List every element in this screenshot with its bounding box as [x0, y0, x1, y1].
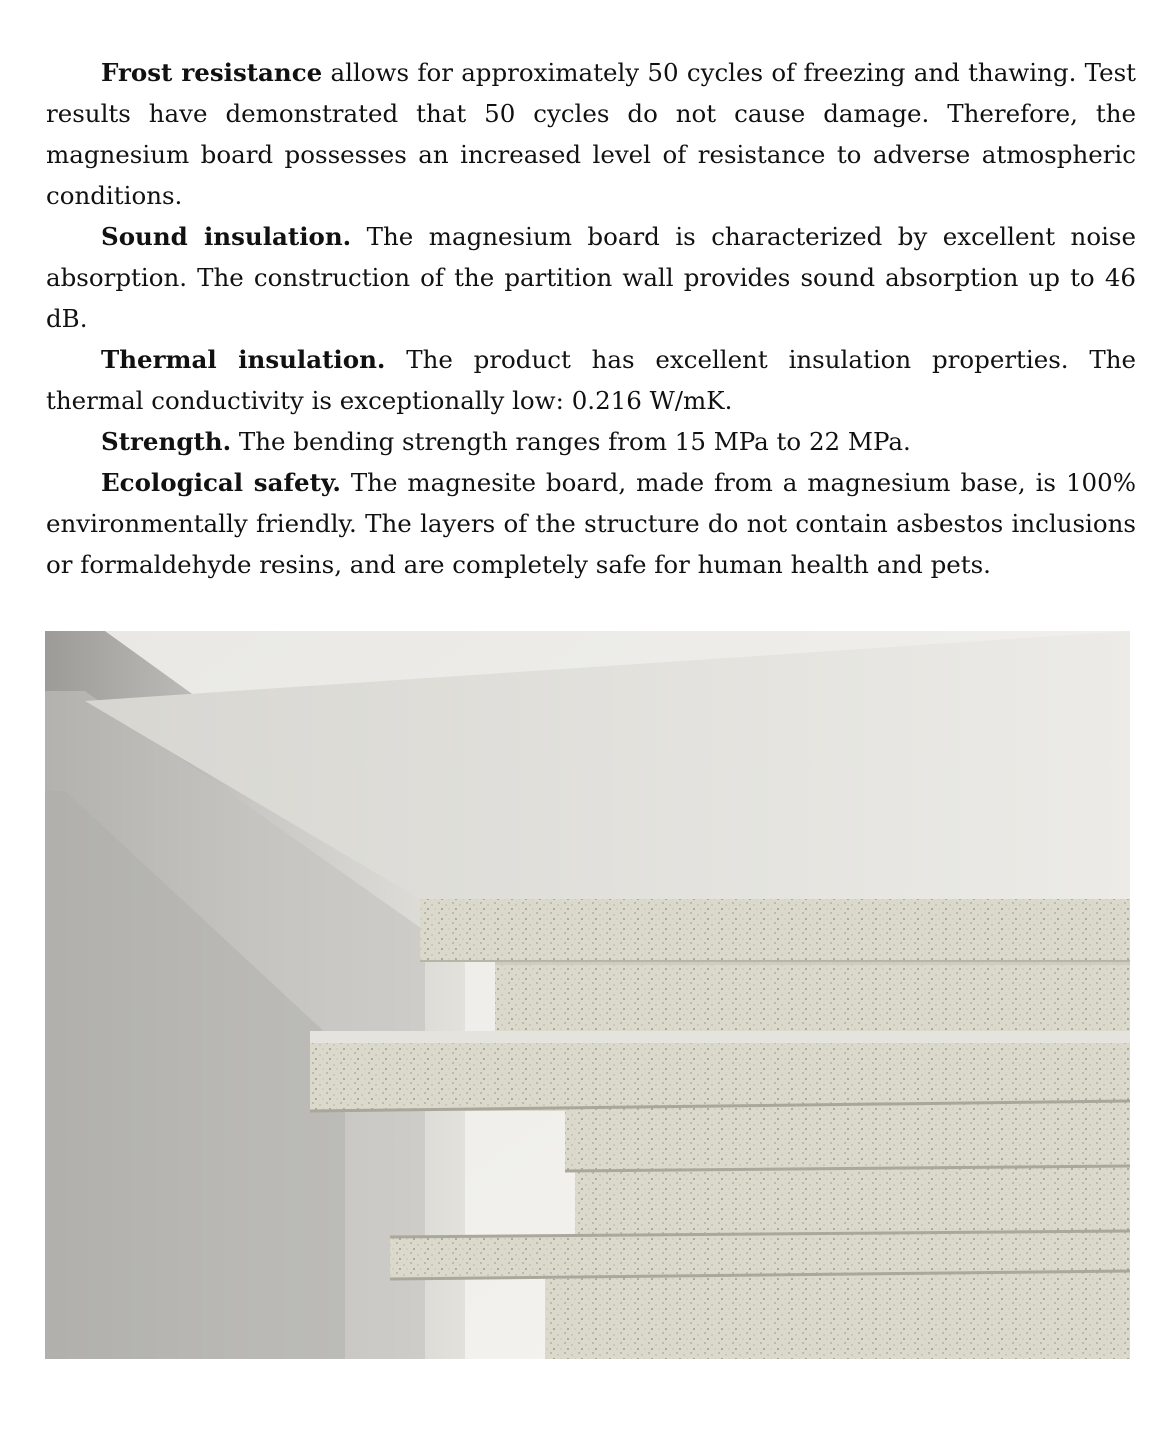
paragraph-heading: Sound insulation. — [101, 222, 352, 251]
board-edge — [310, 1043, 1130, 1111]
paragraph-text: The bending strength ranges from 15 MPa to 22 MPa. — [231, 427, 911, 456]
paragraph-heading: Strength. — [101, 427, 232, 456]
paragraph-strength — [46, 421, 1136, 462]
paragraph-thermal-insulation — [46, 339, 1136, 421]
document-body — [46, 52, 1136, 585]
paragraph-frost-resistance — [46, 52, 1136, 216]
paragraph-heading: Ecological safety. — [101, 468, 341, 497]
paragraph-heading: Frost resistance — [101, 58, 323, 87]
paragraph-text: The magnesium board is characterized by excellent noise absorption. The construction of the partition wall provides sound absorption up to 46 dB. — [46, 222, 1136, 333]
paragraph-text: allows for approximately 50 cycles of freezing and thawing. Test results have demonstrated that 50 cycles do not cause damage. Therefore, the magnesium board possesses an increased level of resistance to adverse atmospheric conditions. — [46, 58, 1136, 210]
board-edge — [575, 1166, 1130, 1237]
paragraph-heading: Thermal insulation. — [101, 345, 386, 374]
magnesium-board-photo — [45, 631, 1130, 1359]
paragraph-text: The magnesite board, made from a magnesium base, is 100% environmentally friendly. The layers of the structure do not contain asbestos inclusions or formaldehyde resins, and are completely safe for human health and pets. — [46, 468, 1136, 579]
board-edge — [495, 961, 1130, 1031]
paragraph-sound-insulation — [46, 216, 1136, 339]
paragraph-text: The product has excellent insulation properties. The thermal conductivity is exceptionally low: 0.216 W/mK. — [46, 345, 1137, 415]
paragraph-ecological-safety — [46, 462, 1136, 585]
board-edge — [545, 1271, 1130, 1359]
board-edge — [565, 1101, 1130, 1171]
board-top-strip — [310, 1031, 1130, 1043]
board-edge — [420, 899, 1130, 961]
